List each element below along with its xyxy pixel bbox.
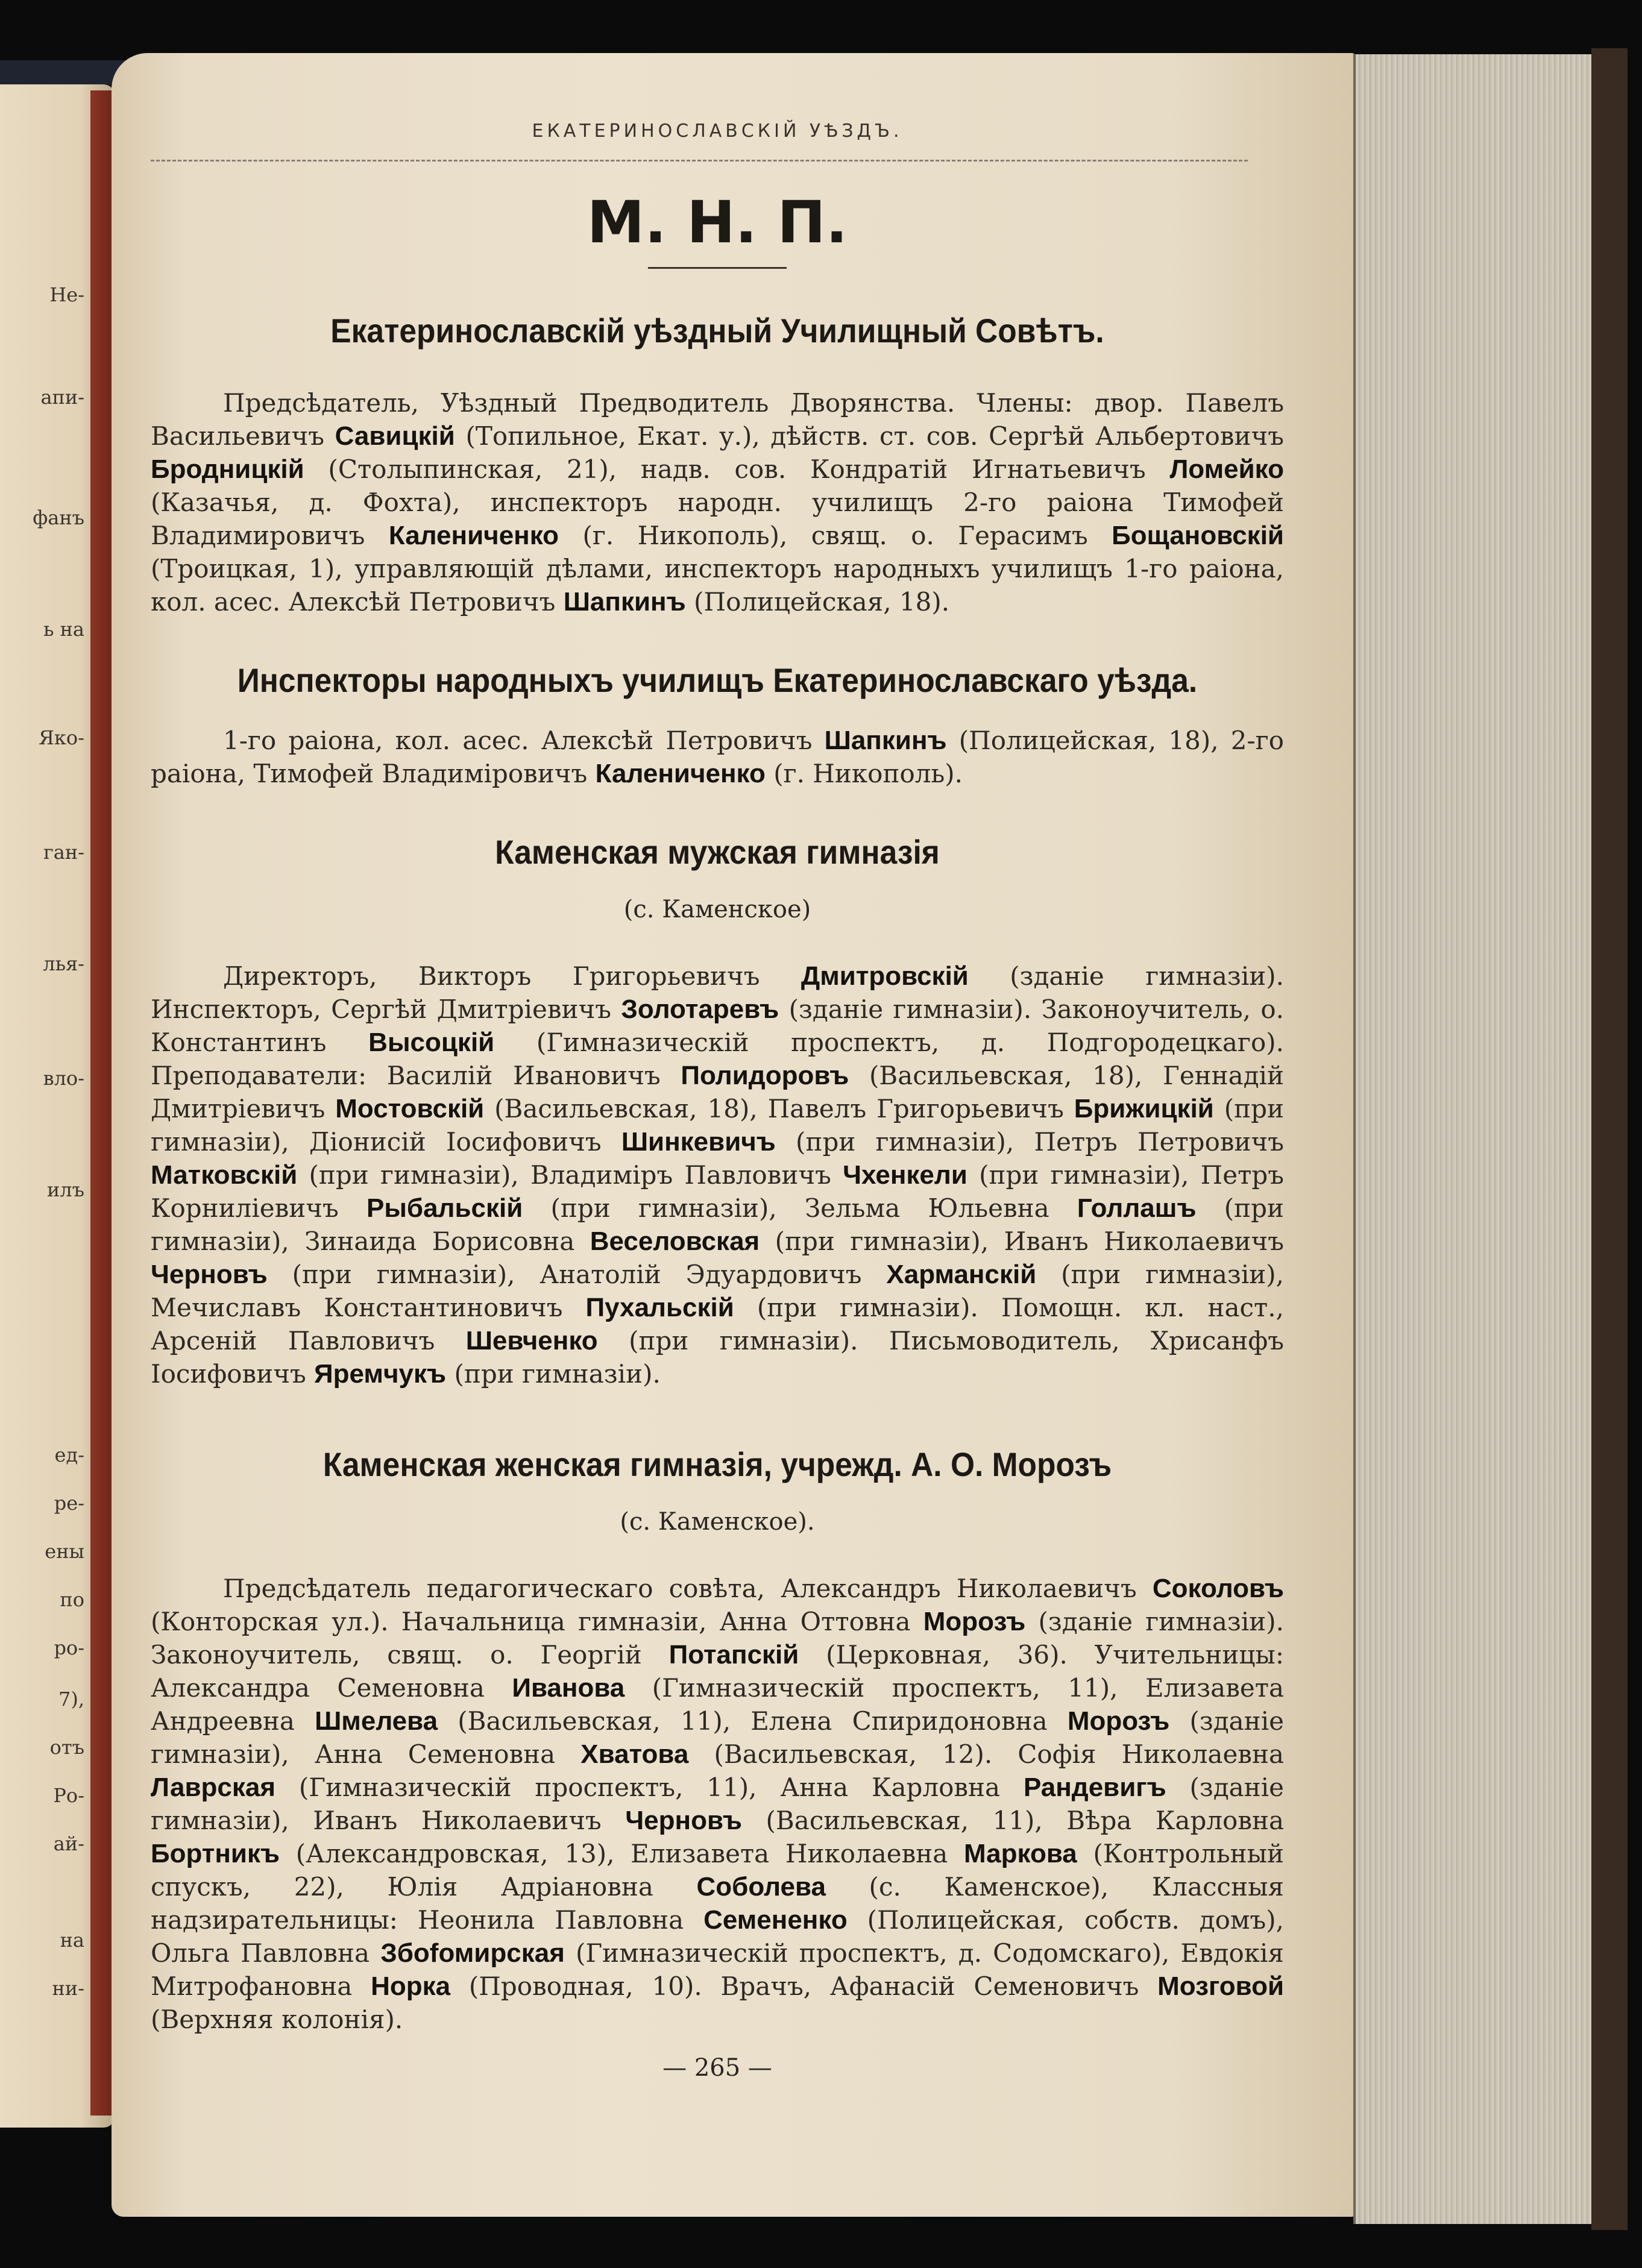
person-surname: Бощановскій <box>1112 521 1284 550</box>
text-run: (Александровская, 13), Елизавета Николаевна <box>280 1839 964 1868</box>
left-page-fragment: ре- <box>54 1492 84 1515</box>
person-surname: Морозъ <box>1067 1706 1170 1736</box>
person-surname: Харманскій <box>886 1260 1037 1289</box>
person-surname: Голлашъ <box>1077 1193 1197 1223</box>
text-run: (при гимназіи), Петръ Петровичъ <box>775 1127 1284 1157</box>
text-run: (Топильное, Екат. у.), дѣйств. ст. сов. Сергѣй Альбертовичъ <box>455 421 1284 451</box>
person-surname: Черновъ <box>151 1260 268 1289</box>
header-rule <box>151 160 1248 162</box>
person-surname: Брижицкій <box>1074 1094 1214 1123</box>
left-page-fragment: ены <box>45 1540 84 1563</box>
left-page-fragment: по <box>60 1588 84 1611</box>
text-run: (Гимназическій проспектъ, д. Подгородецкаго). Преподаватели: Василій Ивановичъ <box>151 1028 1284 1090</box>
text-run: (г. Никополь), свящ. о. Герасимъ <box>559 521 1112 550</box>
text-run: (Васильевская, 11), Вѣра Карловна <box>742 1806 1284 1835</box>
left-page-fragment: на <box>60 1929 84 1952</box>
section-girls-gymnasium <box>151 1445 1284 2036</box>
person-surname: Шмелева <box>315 1706 438 1736</box>
left-page-fragment: Не- <box>49 283 84 306</box>
person-surname: Савицкій <box>335 421 455 451</box>
text-run: Предсѣдатель педагогическаго совѣта, Александръ Николаевичъ <box>223 1574 1153 1603</box>
text-run: (зданіе гимназіи). Законоучитель, о. Константинъ <box>151 994 1284 1057</box>
text-run: (Проводная, 10). Врачъ, Афанасій Семеновичъ <box>450 1971 1158 2001</box>
person-surname: Чхенкели <box>843 1160 967 1190</box>
text-run: (Гимназическій проспектъ, 11), Елизавета Андреевна <box>151 1673 1284 1736</box>
text-run: (Казачья, д. Фохта), инспекторъ народн. училищъ 2-го раіона Тимофей Владимировичъ <box>151 488 1284 550</box>
text-run: (Троицкая, 1), управляющій дѣлами, инспекторъ народныхъ училищъ 1-го раіона, кол. асес. Алексѣй Петровичъ <box>151 554 1284 617</box>
text-run: (при гимназіи), Владиміръ Павловичъ <box>297 1160 843 1190</box>
ministry-title: М. Н. П. <box>587 189 848 256</box>
left-page-fragment: ро- <box>54 1636 84 1659</box>
person-surname: Збоfомирская <box>380 1938 565 1968</box>
person-surname: Рандевигъ <box>1023 1773 1166 1802</box>
person-surname: Норка <box>371 1971 451 2001</box>
text-run: (Васильевская, 12). Софія Николаевна <box>688 1739 1284 1769</box>
text-run: (зданіе гимназіи). Законоучитель, свящ. о. Георгій <box>151 1607 1284 1670</box>
page-number: — 265 — <box>662 2054 772 2082</box>
person-surname: Соколовъ <box>1152 1574 1284 1603</box>
section-paragraph <box>151 1572 1284 2036</box>
person-surname: Шевченко <box>465 1326 598 1355</box>
section-heading: Каменская мужская гимназія <box>495 833 940 871</box>
text-run: (Васильевская, 11), Елена Спиридоновна <box>438 1706 1068 1736</box>
text-run: (Гимназическій проспектъ, д. Содомскаго), Евдокія Митрофановна <box>151 1938 1284 2001</box>
left-page-fragment: вло- <box>43 1067 84 1090</box>
person-surname: Ломейко <box>1169 454 1284 484</box>
person-surname: Рыбальскій <box>366 1193 523 1223</box>
person-surname: Семененко <box>703 1905 848 1935</box>
text-run: (при гимназіи), Зельма Юльевна <box>523 1193 1077 1223</box>
person-surname: Иванова <box>512 1673 625 1703</box>
person-surname: Черновъ <box>625 1806 742 1835</box>
right-cover-edge <box>1591 48 1628 2230</box>
person-surname: Полидоровъ <box>681 1061 849 1090</box>
left-page-fragment: отъ <box>49 1736 84 1759</box>
text-run: (с. Каменское), Классныя надзирательницы: Неонила Павловна <box>151 1872 1284 1935</box>
text-run: (при гимназіи), Иванъ Николаевичъ <box>760 1227 1284 1256</box>
text-run: (Полицейская, собств. домъ), Ольга Павловна <box>151 1905 1284 1968</box>
person-surname: Морозъ <box>923 1607 1026 1636</box>
text-run: (зданіе гимназіи), Иванъ Николаевичъ <box>151 1773 1285 1835</box>
text-run: (при гимназіи), Діонисій Іосифовичъ <box>151 1094 1284 1157</box>
page-block-edge <box>1353 54 1609 2224</box>
title-underline <box>648 267 787 269</box>
text-run: (при гимназіи), Анатолій Эдуардовичъ <box>267 1260 887 1289</box>
person-surname: Бродницкій <box>151 454 304 484</box>
person-surname: Пухальскій <box>585 1293 734 1322</box>
person-surname: Яремчукъ <box>314 1359 447 1389</box>
left-page-fragment: ган- <box>43 841 84 864</box>
person-surname: Мозговой <box>1157 1971 1284 2001</box>
person-surname: Шапкинъ <box>563 587 686 617</box>
person-surname: Золотаревъ <box>621 994 779 1024</box>
text-run: Директоръ, Викторъ Григорьевичъ <box>223 961 801 991</box>
section-heading: Екатеринославскій уѣздный Училищный Совѣтъ. <box>330 312 1104 350</box>
text-run: (Полицейская, 18), 2-го раіона, Тимофей Владиміровичъ <box>151 726 1284 788</box>
person-surname: Веселовская <box>590 1227 760 1256</box>
section-paragraph <box>151 724 1284 790</box>
text-run: 1-го раіона, кол. асес. Алексѣй Петровичъ <box>223 726 825 755</box>
text-run: (Гимназическій проспектъ, 11), Анна Карловна <box>275 1773 1024 1802</box>
text-run: (г. Никополь). <box>765 759 963 788</box>
text-run: (при гимназіи). Письмоводитель, Хрисанфъ Іосифовичъ <box>151 1326 1284 1389</box>
person-surname: Маркова <box>963 1839 1077 1868</box>
section-paragraph <box>151 386 1284 618</box>
section-place: (с. Каменское). <box>620 1508 815 1536</box>
person-surname: Хватова <box>580 1739 689 1769</box>
left-page-fragment: лья- <box>43 952 84 975</box>
person-surname: Бортникъ <box>151 1839 280 1868</box>
person-surname: Мостовскій <box>335 1094 485 1123</box>
left-page-fragment: ай- <box>53 1832 84 1855</box>
text-run: (при гимназіи), Зинаида Борисовна <box>151 1193 1284 1256</box>
text-run: (Полицейская, 18). <box>685 587 950 617</box>
book-spine-red <box>90 90 115 2116</box>
person-surname: Матковскій <box>151 1160 298 1190</box>
left-page-fragment: Ро- <box>53 1784 84 1807</box>
page-content <box>151 121 1284 2082</box>
person-surname: Потапскій <box>668 1640 799 1670</box>
text-run: (зданіе гимназіи), Анна Семеновна <box>151 1706 1285 1769</box>
left-page-fragment: фанъ <box>33 506 84 529</box>
person-surname: Шапкинъ <box>824 726 947 755</box>
text-run: (Верхняя колонія). <box>151 2005 403 2034</box>
person-surname: Шинкевичъ <box>621 1127 776 1157</box>
text-run: Предсѣдатель, Уѣздный Предводитель Дворянства. Члены: двор. Павелъ Васильевичъ <box>151 388 1284 451</box>
section-paragraph <box>151 960 1284 1390</box>
text-run: (Васильевская, 18), Павелъ Григорьевичъ <box>484 1094 1074 1123</box>
section-heading: Каменская женская гимназія, учрежд. А. О. Морозъ <box>322 1445 1112 1483</box>
text-run: (Контрольный спускъ, 22), Юлія Адріановна <box>151 1839 1284 1902</box>
left-page-fragment: ед- <box>54 1443 84 1466</box>
left-page-fragment: ь на <box>43 618 84 641</box>
text-run: (Конторская ул.). Начальница гимназіи, Анна Оттовна <box>151 1607 923 1636</box>
left-page-fragment: 7), <box>58 1688 84 1710</box>
text-run: (при гимназіи), Мечиславъ Константиновичъ <box>151 1260 1284 1322</box>
person-surname: Высоцкій <box>368 1028 495 1057</box>
section-boys-gymnasium <box>151 832 1284 1390</box>
person-surname: Соболева <box>696 1872 826 1902</box>
section-inspectors <box>151 661 1284 790</box>
person-surname: Калениченко <box>388 521 559 550</box>
text-run: (Церковная, 36). Учительницы: Александра Семеновна <box>151 1640 1284 1703</box>
text-run: (при гимназіи). <box>446 1359 661 1389</box>
left-page-fragment: илъ <box>46 1178 84 1201</box>
person-surname: Дмитровскій <box>801 961 969 991</box>
section-place: (с. Каменское) <box>623 896 811 923</box>
left-page-fragment: Яко- <box>39 726 84 749</box>
text-run: (Столыпинская, 21), надв. сов. Кондратій Игнатьевичъ <box>304 454 1170 484</box>
person-surname: Калениченко <box>595 759 766 788</box>
left-page-fragment: ни- <box>52 1977 84 2000</box>
section-heading: Инспекторы народныхъ училищъ Екатеринославскаго уѣзда. <box>237 661 1198 699</box>
running-head: ЕКАТЕРИНОСЛАВСКІЙ УѢЗДЪ. <box>532 121 903 142</box>
text-run: (Васильевская, 18), Геннадій Дмитріевичъ <box>151 1061 1284 1123</box>
person-surname: Лаврская <box>151 1773 276 1802</box>
text-run: (при гимназіи). Помощн. кл. наст., Арсеній Павловичъ <box>151 1293 1284 1355</box>
text-run: (при гимназіи), Петръ Корниліевичъ <box>151 1160 1284 1223</box>
left-page-fragment: апи- <box>40 386 84 409</box>
section-council <box>151 311 1284 618</box>
text-run: (зданіе гимназіи). Инспекторъ, Сергѣй Дмитріевичъ <box>151 961 1284 1024</box>
